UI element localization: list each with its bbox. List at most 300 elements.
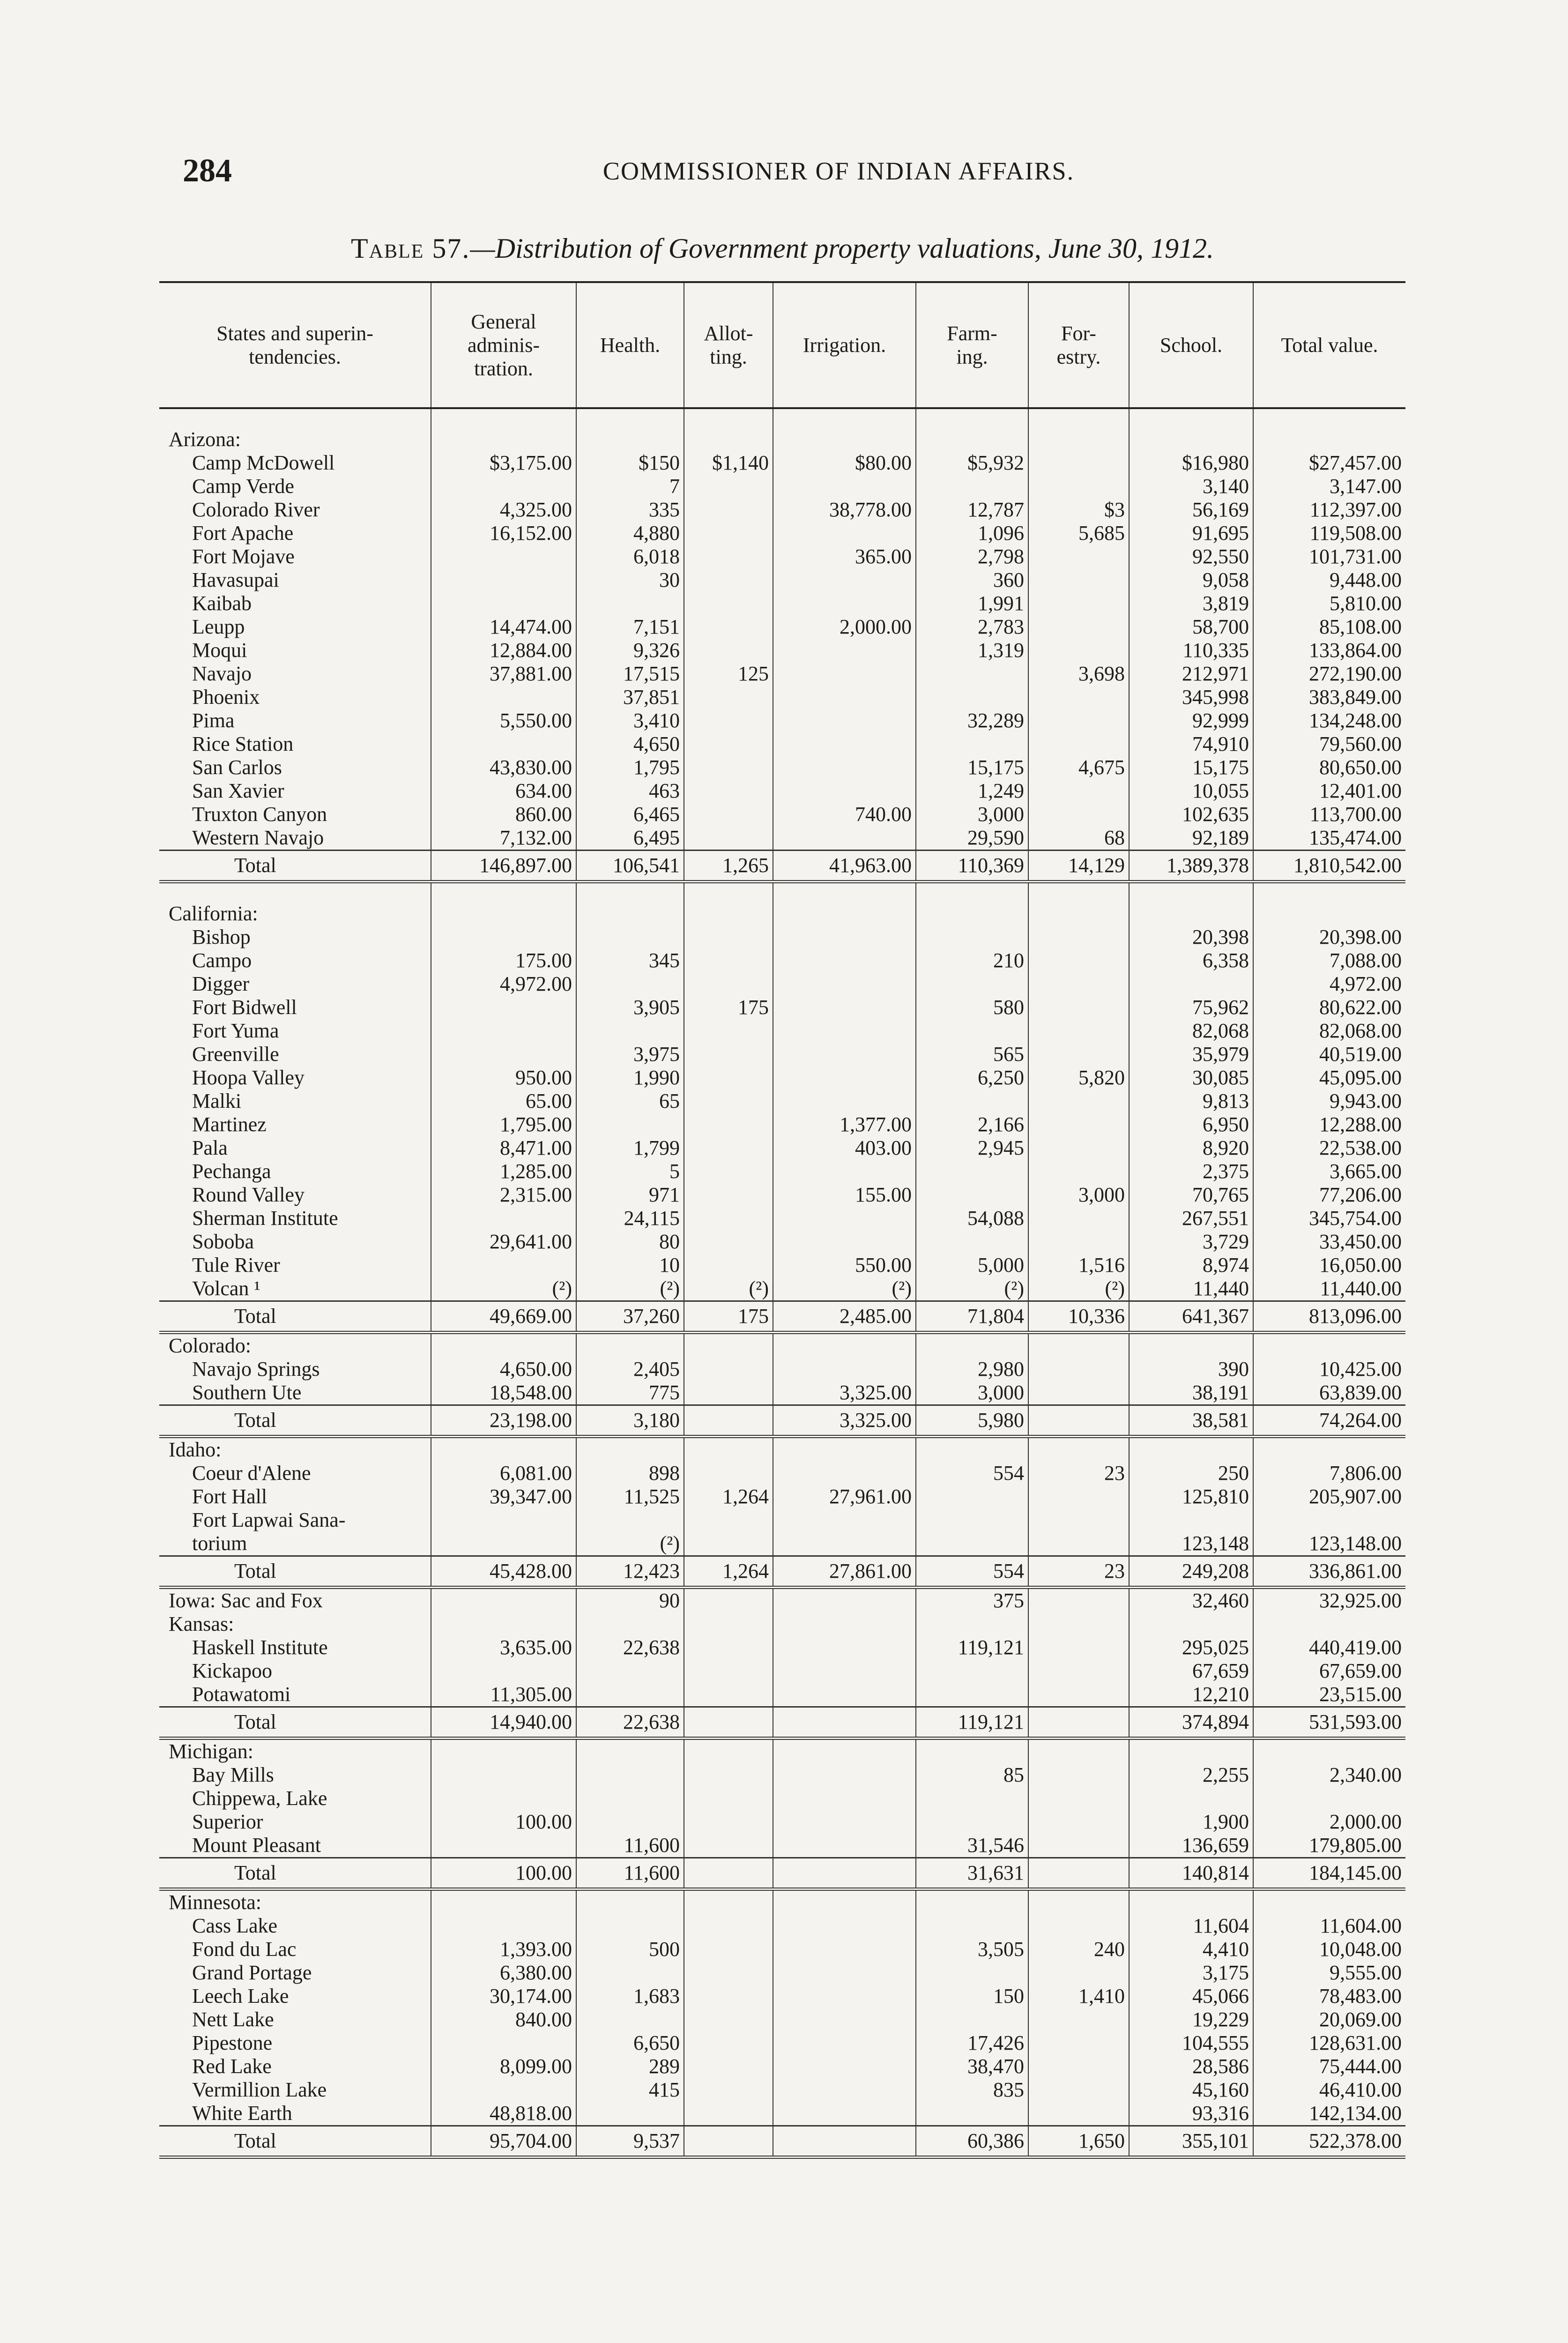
value-cell: 133,864.00 — [1253, 639, 1405, 662]
value-cell — [684, 1636, 773, 1659]
row-label: Sherman Institute — [192, 1207, 338, 1230]
value-cell: 5,820 — [1028, 1066, 1129, 1089]
table-row — [159, 1532, 1405, 1556]
value-cell: 971 — [576, 1183, 684, 1207]
state-row — [159, 428, 1405, 451]
value-cell: 1,319 — [916, 639, 1028, 662]
value-cell — [684, 1787, 773, 1810]
value-cell: 11,600 — [576, 1834, 684, 1858]
table-row — [159, 2055, 1405, 2078]
value-cell: 2,255 — [1129, 1763, 1253, 1787]
value-cell: 2,980 — [916, 1358, 1028, 1381]
value-cell — [773, 568, 916, 592]
value-cell: 31,631 — [916, 1858, 1028, 1889]
spacer-cell — [1253, 408, 1405, 428]
value-cell: 3,698 — [1028, 662, 1129, 686]
value-cell: 1,264 — [684, 1556, 773, 1588]
value-cell — [1028, 1136, 1129, 1160]
value-cell — [1028, 475, 1129, 498]
value-cell: 360 — [916, 568, 1028, 592]
value-cell: 10,055 — [1129, 779, 1253, 803]
value-cell: 3,000 — [916, 1381, 1028, 1405]
value-cell: 500 — [576, 1938, 684, 1961]
value-cell — [431, 568, 576, 592]
value-cell — [684, 1961, 773, 1985]
value-cell: 150 — [916, 1985, 1028, 2008]
row-label: Grand Portage — [192, 1961, 312, 1984]
value-cell — [684, 639, 773, 662]
value-cell: 20,398 — [1129, 925, 1253, 949]
value-cell: 11,440.00 — [1253, 1277, 1405, 1301]
value-cell: 63,839.00 — [1253, 1381, 1405, 1405]
value-cell: 70,765 — [1129, 1183, 1253, 1207]
value-cell: 11,440 — [1129, 1277, 1253, 1301]
value-cell: 2,166 — [916, 1113, 1028, 1136]
value-cell: 3,180 — [576, 1405, 684, 1437]
value-cell: 10,048.00 — [1253, 1938, 1405, 1961]
value-cell — [576, 1810, 684, 1834]
value-cell — [684, 1508, 773, 1532]
value-cell — [1253, 1437, 1405, 1462]
value-cell — [431, 2078, 576, 2102]
value-cell — [773, 826, 916, 851]
value-cell — [773, 1043, 916, 1066]
value-cell: 6,950 — [1129, 1113, 1253, 1136]
value-cell — [916, 1019, 1028, 1043]
table-label: Table 57. — [351, 233, 470, 264]
value-cell: 7,806.00 — [1253, 1462, 1405, 1485]
spacer-cell — [431, 408, 576, 428]
value-cell — [1028, 1405, 1129, 1437]
value-cell: 463 — [576, 779, 684, 803]
value-cell: 37,851 — [576, 686, 684, 709]
value-cell — [684, 545, 773, 568]
value-cell — [1028, 1358, 1129, 1381]
value-cell: 5 — [576, 1160, 684, 1183]
value-cell: 898 — [576, 1462, 684, 1485]
row-label: Pima — [192, 709, 235, 732]
value-cell — [431, 732, 576, 756]
column-header: States and superin- tendencies. — [159, 282, 431, 408]
value-cell — [431, 428, 576, 451]
value-cell — [576, 1889, 684, 1915]
value-cell — [916, 1683, 1028, 1707]
value-cell — [431, 545, 576, 568]
value-cell — [431, 1787, 576, 1810]
value-cell — [1028, 732, 1129, 756]
value-cell — [773, 925, 916, 949]
value-cell — [576, 592, 684, 615]
value-cell — [916, 1089, 1028, 1113]
value-cell — [773, 779, 916, 803]
table-row — [159, 1136, 1405, 1160]
value-cell: 184,145.00 — [1253, 1858, 1405, 1889]
value-cell — [773, 1683, 916, 1707]
value-cell — [684, 498, 773, 522]
value-cell: 7,151 — [576, 615, 684, 639]
column-header: General adminis- tration. — [431, 282, 576, 408]
spacer-cell — [773, 882, 916, 903]
value-cell — [431, 996, 576, 1019]
value-cell: 91,695 — [1129, 522, 1253, 545]
state-row — [159, 1333, 1405, 1358]
row-label: Navajo — [192, 662, 252, 685]
value-cell: 355,101 — [1129, 2126, 1253, 2157]
value-cell — [684, 2008, 773, 2031]
value-cell: 14,940.00 — [431, 1707, 576, 1739]
value-cell — [1129, 1739, 1253, 1764]
value-cell — [684, 732, 773, 756]
value-cell: 92,999 — [1129, 709, 1253, 732]
value-cell: 1,516 — [1028, 1254, 1129, 1277]
value-cell — [1028, 1858, 1129, 1889]
spacer-cell — [1253, 882, 1405, 903]
value-cell: 38,191 — [1129, 1381, 1253, 1405]
value-cell — [773, 2078, 916, 2102]
value-cell: 2,783 — [916, 615, 1028, 639]
value-cell: 38,470 — [916, 2055, 1028, 2078]
value-cell — [684, 2102, 773, 2126]
value-cell: 2,315.00 — [431, 1183, 576, 1207]
row-label: Fort Bidwell — [192, 996, 297, 1019]
table-row — [159, 475, 1405, 498]
table-row — [159, 1485, 1405, 1508]
value-cell — [773, 639, 916, 662]
value-cell: 49,669.00 — [431, 1301, 576, 1333]
value-cell: 110,335 — [1129, 639, 1253, 662]
value-cell — [1028, 779, 1129, 803]
value-cell: 2,405 — [576, 1358, 684, 1381]
value-cell: $3,175.00 — [431, 451, 576, 475]
value-cell — [431, 1508, 576, 1532]
value-cell — [773, 996, 916, 1019]
value-cell — [1253, 1739, 1405, 1764]
value-cell — [431, 1019, 576, 1043]
value-cell — [773, 592, 916, 615]
spacer-row — [159, 408, 1405, 428]
value-cell: 374,894 — [1129, 1707, 1253, 1739]
value-cell — [431, 2031, 576, 2055]
table-row — [159, 522, 1405, 545]
value-cell — [773, 2102, 916, 2126]
table-row — [159, 615, 1405, 639]
value-cell — [431, 1043, 576, 1066]
value-cell: 22,638 — [576, 1636, 684, 1659]
value-cell — [1028, 1485, 1129, 1508]
row-label: Colorado River — [192, 498, 320, 521]
value-cell: 35,979 — [1129, 1043, 1253, 1066]
value-cell: 12,423 — [576, 1556, 684, 1588]
value-cell: 155.00 — [773, 1183, 916, 1207]
value-cell: 119,508.00 — [1253, 522, 1405, 545]
value-cell — [1028, 1089, 1129, 1113]
value-cell: 10,336 — [1028, 1301, 1129, 1333]
value-cell — [576, 1508, 684, 1532]
value-cell — [1129, 1612, 1253, 1636]
value-cell: 58,700 — [1129, 615, 1253, 639]
value-cell: 68 — [1028, 826, 1129, 851]
value-cell: 30,085 — [1129, 1066, 1253, 1089]
value-cell: 75,962 — [1129, 996, 1253, 1019]
value-cell: 835 — [916, 2078, 1028, 2102]
value-cell — [1028, 1437, 1129, 1462]
row-label: Kickapoo — [192, 1659, 273, 1682]
value-cell — [684, 826, 773, 851]
value-cell: 10,425.00 — [1253, 1358, 1405, 1381]
value-cell — [684, 1405, 773, 1437]
value-cell — [576, 428, 684, 451]
value-cell — [773, 1089, 916, 1113]
value-cell — [773, 2031, 916, 2055]
value-cell: 16,050.00 — [1253, 1254, 1405, 1277]
value-cell — [684, 2055, 773, 2078]
value-cell — [1129, 902, 1253, 925]
value-cell: 415 — [576, 2078, 684, 2102]
value-cell — [1028, 949, 1129, 972]
value-cell — [1028, 1043, 1129, 1066]
value-cell: 28,586 — [1129, 2055, 1253, 2078]
value-cell — [773, 1437, 916, 1462]
state-row — [159, 1739, 1405, 1764]
value-cell — [916, 1485, 1028, 1508]
value-cell — [576, 1612, 684, 1636]
value-cell: 522,378.00 — [1253, 2126, 1405, 2157]
row-label: Bay Mills — [192, 1763, 274, 1786]
value-cell — [773, 972, 916, 996]
value-cell: 16,152.00 — [431, 522, 576, 545]
value-cell — [684, 1612, 773, 1636]
row-label: Total — [159, 1405, 431, 1437]
value-cell: 82,068.00 — [1253, 1019, 1405, 1043]
value-cell: 345,754.00 — [1253, 1207, 1405, 1230]
value-cell: 12,787 — [916, 498, 1028, 522]
value-cell: 65 — [576, 1089, 684, 1113]
table-row — [159, 1787, 1405, 1810]
value-cell: 440,419.00 — [1253, 1636, 1405, 1659]
value-cell: 19,229 — [1129, 2008, 1253, 2031]
value-cell — [684, 1462, 773, 1485]
row-label: Western Navajo — [192, 826, 324, 849]
value-cell — [773, 2008, 916, 2031]
value-cell — [916, 1810, 1028, 1834]
value-cell: 60,386 — [916, 2126, 1028, 2157]
value-cell: 2,945 — [916, 1136, 1028, 1160]
value-cell — [576, 1113, 684, 1136]
value-cell: 12,210 — [1129, 1683, 1253, 1707]
value-cell: 80,650.00 — [1253, 756, 1405, 779]
value-cell — [684, 1659, 773, 1683]
value-cell: 565 — [916, 1043, 1028, 1066]
table-row — [159, 779, 1405, 803]
value-cell — [916, 1437, 1028, 1462]
spacer-cell — [576, 882, 684, 903]
table-row — [159, 1636, 1405, 1659]
value-cell — [773, 1961, 916, 1985]
value-cell: 1,249 — [916, 779, 1028, 803]
value-cell: (²) — [576, 1532, 684, 1556]
row-label: Tule River — [192, 1254, 280, 1276]
value-cell: 23 — [1028, 1556, 1129, 1588]
value-cell — [773, 1066, 916, 1089]
table-row — [159, 2078, 1405, 2102]
value-cell: 272,190.00 — [1253, 662, 1405, 686]
spacer-cell — [916, 408, 1028, 428]
value-cell — [1129, 972, 1253, 996]
row-label: San Xavier — [192, 779, 284, 802]
value-cell: 125 — [684, 662, 773, 686]
value-cell: 2,000.00 — [1253, 1810, 1405, 1834]
row-label: Phoenix — [192, 686, 260, 709]
value-cell — [576, 902, 684, 925]
table-row — [159, 1160, 1405, 1183]
value-cell — [1253, 1612, 1405, 1636]
row-label: Idaho: — [169, 1438, 222, 1461]
row-label: Moqui — [192, 639, 247, 662]
spacer-cell — [576, 408, 684, 428]
table-row — [159, 498, 1405, 522]
spacer-row — [159, 882, 1405, 903]
value-cell: 1,990 — [576, 1066, 684, 1089]
row-label: Mount Pleasant — [192, 1834, 321, 1857]
row-label: Total — [159, 1556, 431, 1588]
value-cell: 240 — [1028, 1938, 1129, 1961]
table-row — [159, 1683, 1405, 1707]
table-row — [159, 662, 1405, 686]
value-cell — [684, 1136, 773, 1160]
value-cell — [1028, 1739, 1129, 1764]
total-row — [159, 851, 1405, 882]
value-cell — [773, 949, 916, 972]
row-label: Bishop — [192, 925, 251, 948]
row-label: Camp McDowell — [192, 451, 335, 474]
table-row — [159, 1019, 1405, 1043]
value-cell: $16,980 — [1129, 451, 1253, 475]
value-cell: 3,665.00 — [1253, 1160, 1405, 1183]
spacer-cell — [159, 408, 431, 428]
value-cell — [1028, 1508, 1129, 1532]
row-label: Hoopa Valley — [192, 1066, 305, 1089]
column-header: For- estry. — [1028, 282, 1129, 408]
total-row — [159, 1858, 1405, 1889]
value-cell — [773, 1358, 916, 1381]
state-row — [159, 902, 1405, 925]
value-cell — [773, 522, 916, 545]
table-row — [159, 949, 1405, 972]
value-cell — [431, 1834, 576, 1858]
value-cell — [916, 662, 1028, 686]
row-label: Kansas: — [169, 1612, 234, 1635]
value-cell: 6,018 — [576, 545, 684, 568]
row-label: Soboba — [192, 1230, 254, 1253]
value-cell — [684, 1834, 773, 1858]
value-cell — [916, 475, 1028, 498]
value-cell — [431, 475, 576, 498]
value-cell: 365.00 — [773, 545, 916, 568]
state-row — [159, 1437, 1405, 1462]
table-row — [159, 1508, 1405, 1532]
value-cell: 4,410 — [1129, 1938, 1253, 1961]
value-cell — [773, 686, 916, 709]
value-cell — [1028, 615, 1129, 639]
value-cell — [1028, 1636, 1129, 1659]
value-cell: 128,631.00 — [1253, 2031, 1405, 2055]
value-cell: 8,471.00 — [431, 1136, 576, 1160]
value-cell — [1129, 1333, 1253, 1358]
value-cell — [916, 902, 1028, 925]
row-label: Red Lake — [192, 2055, 272, 2078]
value-cell — [773, 428, 916, 451]
value-cell: 175 — [684, 996, 773, 1019]
value-cell — [773, 1707, 916, 1739]
table-row — [159, 545, 1405, 568]
value-cell: 550.00 — [773, 1254, 916, 1277]
value-cell — [1028, 1230, 1129, 1254]
value-cell — [431, 1612, 576, 1636]
value-cell: 123,148 — [1129, 1532, 1253, 1556]
value-cell: 32,460 — [1129, 1588, 1253, 1613]
row-label: Total — [159, 1707, 431, 1739]
value-cell — [773, 1508, 916, 1532]
value-cell — [684, 1207, 773, 1230]
value-cell — [684, 615, 773, 639]
row-label: Vermillion Lake — [192, 2078, 327, 2101]
value-cell — [1028, 1207, 1129, 1230]
value-cell: 113,700.00 — [1253, 803, 1405, 826]
value-cell: 1,795 — [576, 756, 684, 779]
value-cell: 23,515.00 — [1253, 1683, 1405, 1707]
row-label: Leupp — [192, 615, 245, 638]
table-row — [159, 1183, 1405, 1207]
value-cell: $3 — [1028, 498, 1129, 522]
row-label: Truxton Canyon — [192, 803, 327, 826]
value-cell — [773, 1938, 916, 1961]
value-cell — [1028, 1763, 1129, 1787]
value-cell — [773, 756, 916, 779]
table-title — [159, 223, 1405, 274]
value-cell: (²) — [431, 1277, 576, 1301]
value-cell — [773, 1659, 916, 1683]
value-cell: 6,495 — [576, 826, 684, 851]
value-cell — [576, 1437, 684, 1462]
value-cell: 6,380.00 — [431, 1961, 576, 1985]
value-cell: 32,925.00 — [1253, 1588, 1405, 1613]
value-cell — [684, 1089, 773, 1113]
value-cell — [1028, 1914, 1129, 1938]
value-cell — [431, 1532, 576, 1556]
value-cell — [1028, 1612, 1129, 1636]
table-row — [159, 803, 1405, 826]
value-cell: 4,675 — [1028, 756, 1129, 779]
value-cell: 17,515 — [576, 662, 684, 686]
value-cell — [1129, 428, 1253, 451]
value-cell — [1253, 902, 1405, 925]
row-label: Total — [159, 851, 431, 882]
value-cell — [1253, 1889, 1405, 1915]
value-cell — [431, 1889, 576, 1915]
table-row — [159, 1207, 1405, 1230]
value-cell — [916, 1914, 1028, 1938]
value-cell — [576, 925, 684, 949]
value-cell — [576, 972, 684, 996]
row-label: Potawatomi — [192, 1683, 291, 1706]
value-cell — [773, 1787, 916, 1810]
value-cell — [684, 1588, 773, 1613]
value-cell: 39,347.00 — [431, 1485, 576, 1508]
value-cell: 3,819 — [1129, 592, 1253, 615]
value-cell — [431, 1333, 576, 1358]
value-cell: 123,148.00 — [1253, 1532, 1405, 1556]
spacer-cell — [684, 882, 773, 903]
